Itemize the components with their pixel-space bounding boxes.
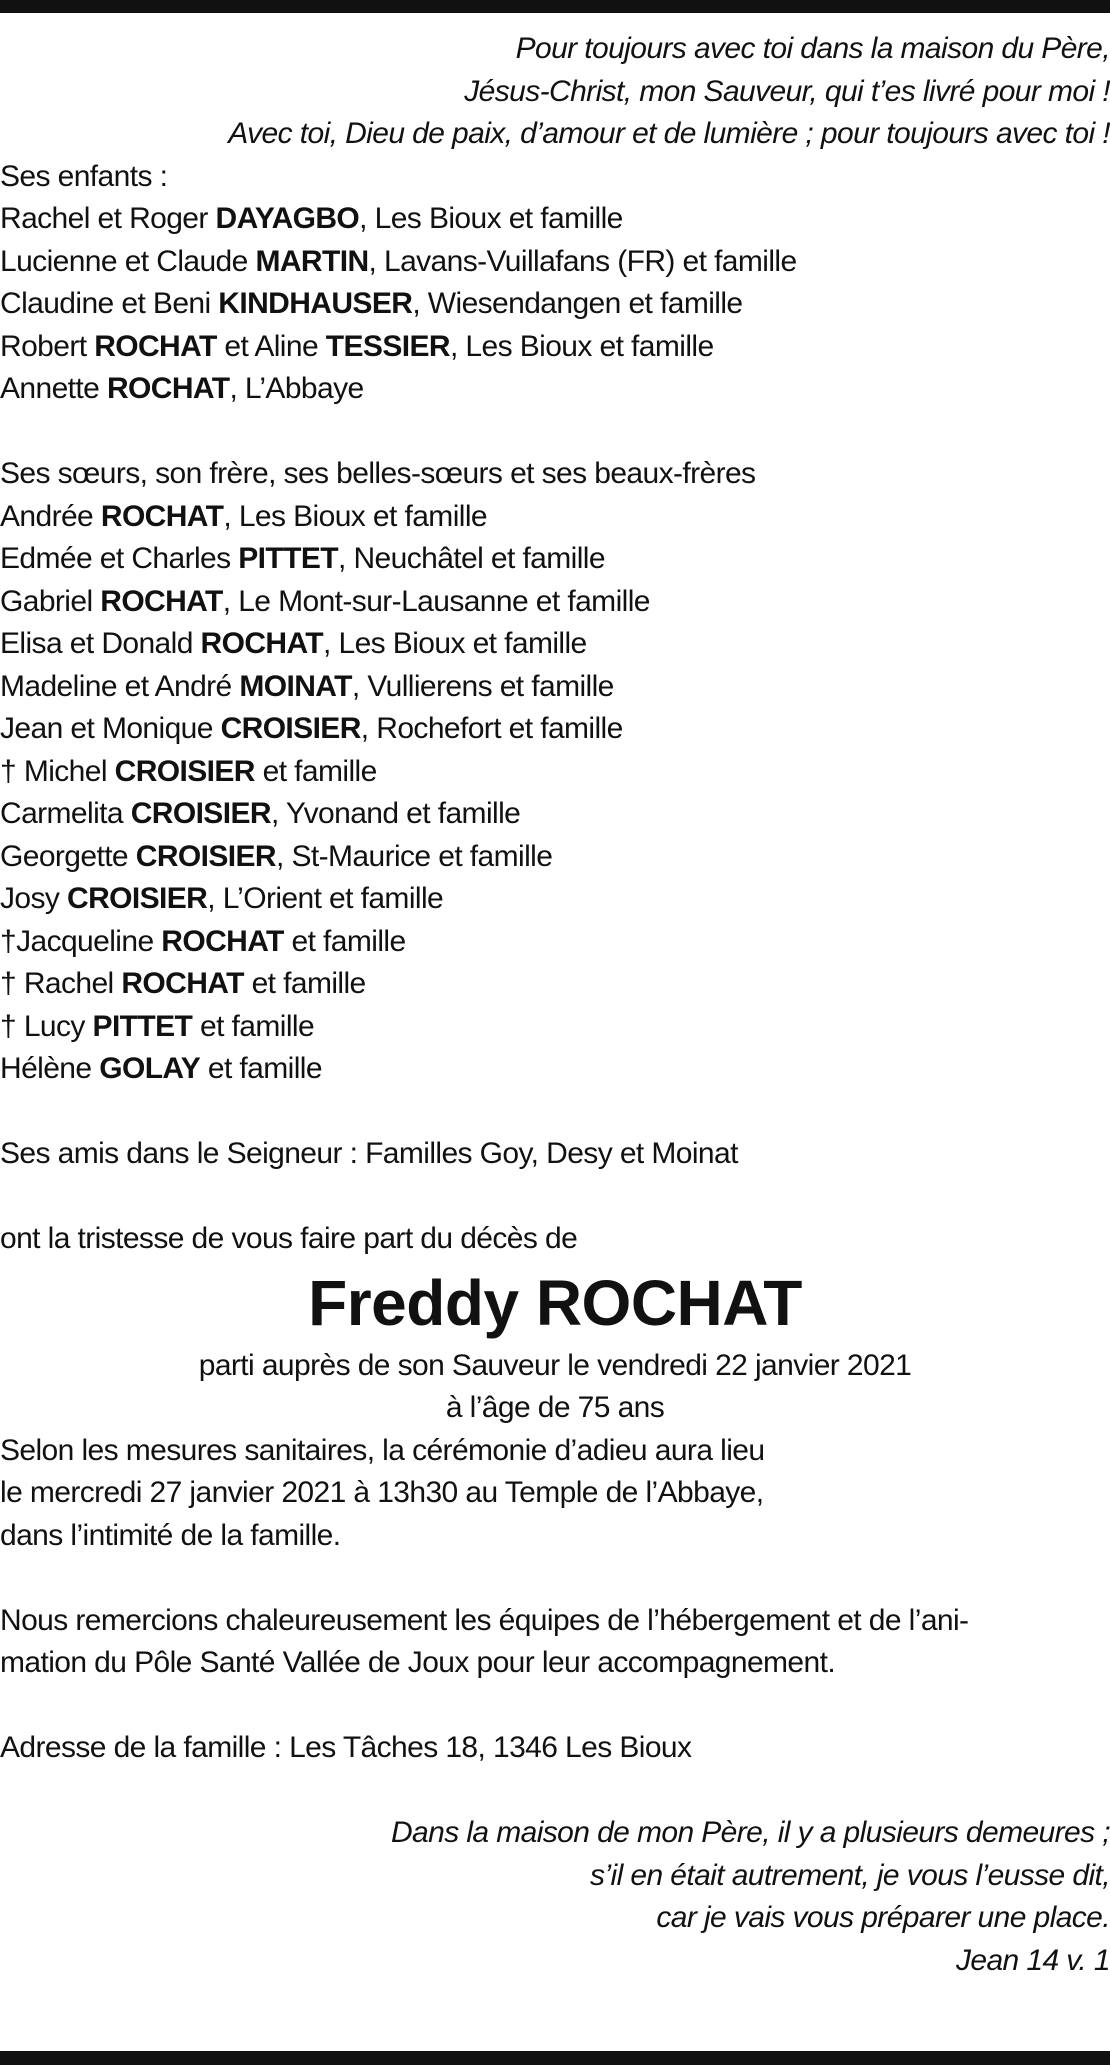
family-entry: † Rachel ROCHAT et famille — [0, 967, 366, 1000]
family-address: Adresse de la famille : Les Tâches 18, 1346 Les Bioux — [0, 1731, 692, 1764]
children-list — [0, 198, 1110, 411]
family-entry: Carmelita CROISIER, Yvonand et famille — [0, 797, 521, 830]
verse-reference: Jean 14 v. 1 — [955, 1943, 1110, 1977]
family-entry: Hélène GOLAY et famille — [0, 1052, 322, 1085]
spacer — [0, 411, 1110, 454]
spacer — [0, 1091, 1110, 1134]
family-entry: Georgette CROISIER, St-Maurice et famille — [0, 839, 553, 873]
family-entry: Gabriel ROCHAT, Le Mont-sur-Lausanne et famille — [0, 584, 650, 618]
verse-line: Jésus-Christ, mon Sauveur, qui t’es livré pour moi ! — [464, 74, 1110, 108]
family-entry: Claudine et Beni KINDHAUSER, Wiesendangen et famille — [0, 287, 743, 320]
family-entry: †Jacqueline ROCHAT et famille — [0, 924, 406, 958]
family-entry: Robert ROCHAT et Aline TESSIER, Les Bioux et famille — [0, 329, 714, 363]
family-entry: Lucienne et Claude MARTIN, Lavans-Vuillafans (FR) et famille — [0, 244, 797, 278]
verse-line: car je vais vous préparer une place. — [656, 1901, 1110, 1934]
family-entry: Rachel et Roger DAYAGBO, Les Bioux et famille — [0, 202, 623, 235]
siblings-heading: Ses sœurs, son frère, ses belles-sœurs et ses beaux-frères — [0, 457, 756, 490]
departed-line: parti auprès de son Sauveur le vendredi 22 janvier 2021 — [198, 1348, 912, 1382]
opening-verse — [0, 28, 1110, 156]
thanks-line: mation du Pôle Santé Vallée de Joux pour leur accompagnement. — [0, 1646, 836, 1679]
family-entry: † Lucy PITTET et famille — [0, 1009, 315, 1043]
spacer — [0, 1557, 1110, 1600]
thanks-paragraph — [0, 1600, 1110, 1685]
verse-line: s’il en était autrement, je vous l’eusse dit, — [590, 1858, 1110, 1892]
spacer — [0, 1770, 1110, 1813]
verse-line: Pour toujours avec toi dans la maison du Père, — [515, 32, 1110, 65]
top-border — [0, 0, 1110, 13]
family-entry: † Michel CROISIER et famille — [0, 754, 377, 788]
ceremony-line: le mercredi 27 janvier 2021 à 13h30 au Temple de l’Abbaye, — [0, 1476, 764, 1509]
closing-verse — [0, 1812, 1110, 1982]
age-line: à l’âge de 75 ans — [445, 1391, 665, 1424]
thanks-line: Nous remercions chaleureusement les équipes de l’hébergement et de l’ani- — [0, 1603, 969, 1637]
family-entry: Madeline et André MOINAT, Vullierens et famille — [0, 669, 614, 703]
deceased-name: Freddy ROCHAT — [308, 1266, 802, 1339]
ceremony-line: Selon les mesures sanitaires, la cérémonie d’adieu aura lieu — [0, 1433, 765, 1467]
family-entry: Josy CROISIER, L’Orient et famille — [0, 882, 444, 915]
family-entry: Andrée ROCHAT, Les Bioux et famille — [0, 499, 487, 533]
siblings-list — [0, 496, 1110, 1091]
spacer — [0, 1176, 1110, 1219]
bottom-border — [0, 2051, 1110, 2065]
spacer — [0, 1685, 1110, 1728]
announcement-line: ont la tristesse de vous faire part du décès de — [0, 1222, 578, 1255]
family-entry: Annette ROCHAT, L’Abbaye — [0, 372, 364, 405]
ceremony-paragraph — [0, 1430, 1110, 1558]
children-heading: Ses enfants : — [0, 159, 168, 193]
verse-line: Avec toi, Dieu de paix, d’amour et de lumière ; pour toujours avec toi ! — [228, 117, 1110, 150]
ceremony-line: dans l’intimité de la famille. — [0, 1518, 341, 1552]
verse-line: Dans la maison de mon Père, il y a plusieurs demeures ; — [390, 1816, 1110, 1849]
family-entry: Elisa et Donald ROCHAT, Les Bioux et famille — [0, 627, 587, 660]
family-entry: Edmée et Charles PITTET, Neuchâtel et famille — [0, 542, 605, 575]
obituary-text — [0, 28, 1110, 1982]
friends-line: Ses amis dans le Seigneur : Familles Goy, Desy et Moinat — [0, 1137, 738, 1170]
family-entry: Jean et Monique CROISIER, Rochefort et famille — [0, 712, 623, 745]
